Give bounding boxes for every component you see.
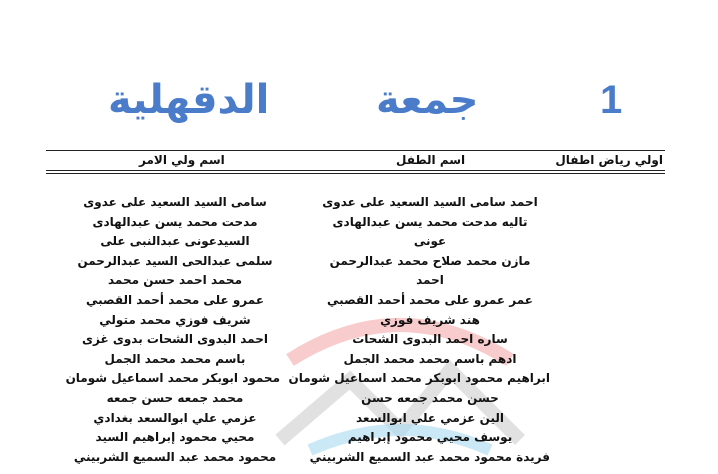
child-name: عونى [413, 234, 447, 249]
parent-name: عمرو على محمد أحمد القصبي [85, 292, 265, 307]
child-name: ابراهيم محمود ابوبكر محمد اسماعيل شومان [288, 371, 550, 386]
child-name-column-header: اسم الطفل [396, 153, 466, 167]
table-header-border [46, 170, 665, 171]
page-number: 1 [600, 78, 623, 122]
parent-name: مدحت محمد يسن عبدالهادى [92, 214, 258, 229]
parent-name: محمد احمد حسن محمد [107, 273, 243, 288]
association-name: جمعة [376, 77, 479, 123]
child-name: احمد [416, 273, 444, 288]
parent-name: محمد جمعه حسن جمعه [106, 390, 244, 405]
parent-name: سامى السيد السعيد على عدوى [83, 195, 267, 209]
child-name: فريدة محمود محمد عبد السميع الشربيني [309, 449, 550, 464]
child-name: احمد سامى السيد السعيد على عدوى [322, 195, 538, 209]
class-column-header: اولي رياض اطفال [555, 153, 663, 167]
governorate-title: الدقهلية [108, 77, 270, 123]
parent-name: محيي محمود إبراهيم السيد [95, 430, 255, 445]
child-name: يوسف محيي محمود إبراهيم [347, 430, 513, 445]
parent-name: السيدعونى عبدالنبى على [100, 234, 250, 249]
parent-name: محمود ابوبكر محمد اسماعيل شومان [65, 371, 280, 386]
child-name: حسن محمد جمعه حسن [361, 390, 499, 405]
parent-name: احمد البدوى الشحات بدوى غزى [82, 332, 268, 347]
parent-name: شريف فوزي محمد متولي [99, 312, 251, 327]
child-name: ادهم باسم محمد محمد الجمل [343, 351, 517, 366]
parent-name: محمود محمد عبد السميع الشربيني [73, 449, 277, 464]
table-header-border-double [46, 173, 665, 174]
child-name: هند شريف فوزي [380, 312, 480, 327]
child-name: عمر عمرو على محمد أحمد القصبي [327, 292, 533, 307]
parent-name: سلمى عبدالحى السيد عبدالرحمن [77, 253, 273, 268]
parent-names-list [65, 193, 280, 467]
child-name: مازن محمد صلاح محمد عبدالرحمن [329, 253, 531, 268]
child-name: الين عزمي علي ابوالسعد [356, 410, 504, 425]
parent-name: باسم محمد محمد الجمل [104, 351, 246, 366]
parent-name: عزمي علي ابوالسعد بغدادي [93, 410, 257, 425]
child-names-list [288, 193, 550, 467]
child-name: تاليه مدحت محمد يسن عبدالهادى [332, 214, 528, 229]
child-name: ساره احمد البدوى الشحات [352, 332, 508, 347]
parent-name-column-header: اسم ولي الامر [139, 153, 225, 167]
